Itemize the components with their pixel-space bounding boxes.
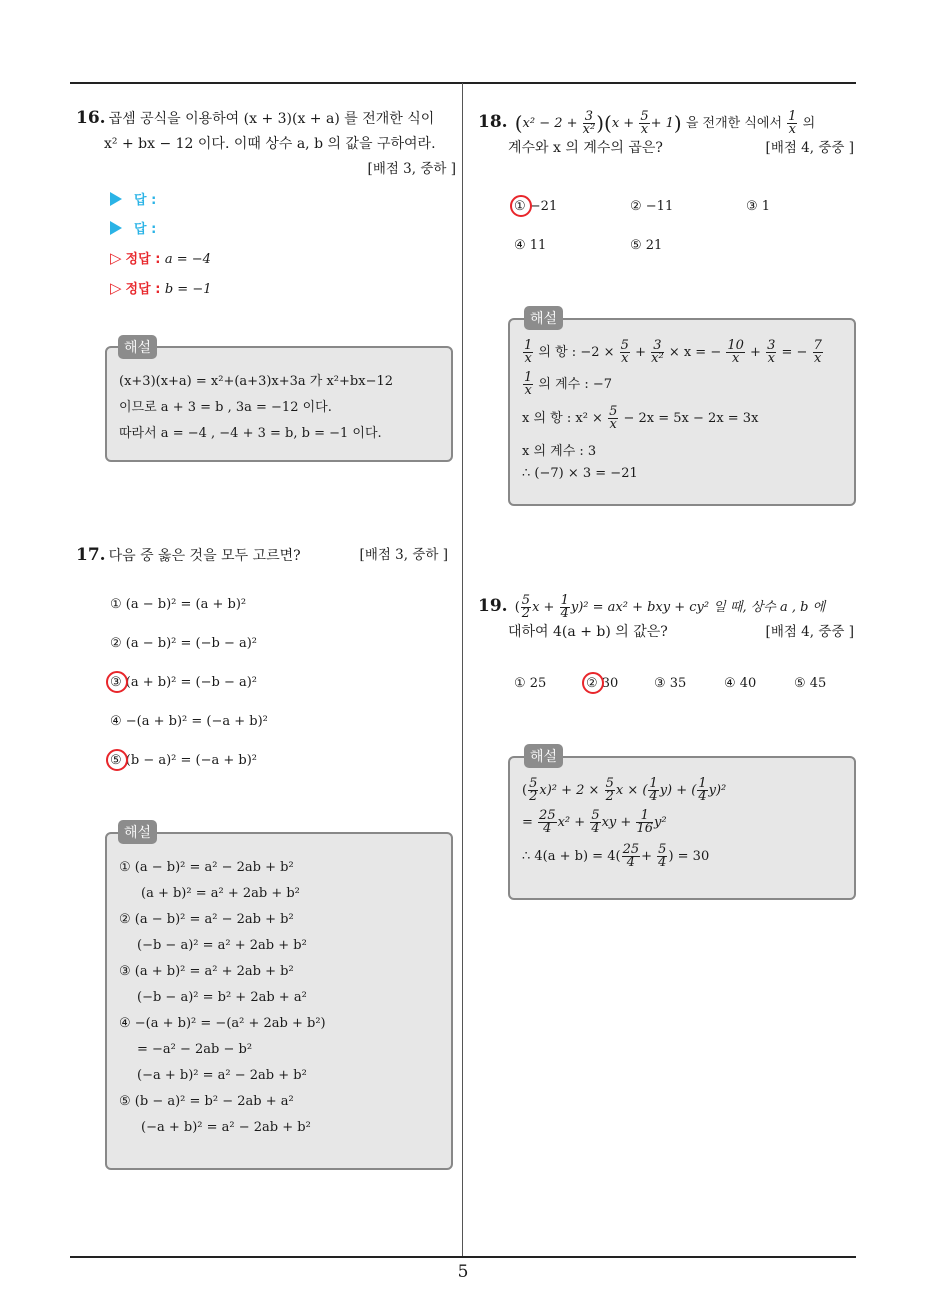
q16-solution-box [105, 346, 453, 462]
q17-answer-circle-5 [106, 749, 128, 771]
q18-frac-a: $\frac{3}{\text{x²}}$ [582, 109, 596, 137]
q17-sol-line: (−a + b)² = a² − 2ab + b² [137, 1068, 307, 1083]
q19-choice-5[interactable]: ⑤ 45 [794, 676, 827, 691]
q17-sol-line: ② (a − b)² = a² − 2ab + b² [119, 912, 294, 927]
q16-line2: x² + bx − 12 이다. 이때 상수 a, b 의 값을 구하여라. [104, 136, 436, 152]
q17-sol-line: (−a + b)² = a² − 2ab + b² [141, 1120, 311, 1135]
q17-sol-line: ① (a − b)² = a² − 2ab + b² [119, 860, 294, 875]
q17-sol-line: ⑤ (b − a)² = b² − 2ab + a² [119, 1094, 294, 1109]
q19-sol-line2: = $\frac{25}{4}$ x² + $\frac{5}{4}$ xy + $\frac{1}{16}$ y² [522, 808, 667, 836]
play-icon [110, 221, 122, 235]
q16-sol-line1: (x+3)(x+a) = x²+(a+3)x+3a 가 x²+bx−12 [119, 374, 393, 389]
q16-answer-label-2: 답 : [134, 222, 157, 237]
q18-sol-line5: ∴ (−7) × 3 = −21 [522, 466, 638, 481]
q18-number: 18. [478, 112, 508, 132]
q19-choice-4[interactable]: ④ 40 [724, 676, 757, 691]
q17-answer-circle-3 [106, 671, 128, 693]
q19-sol-line1: ( $\frac{5}{2}$ x)² + 2 × $\frac{5}{2}$ x × ( $\frac{1}{4}$ y) + ( $\frac{1}{4}$ y)² [522, 776, 727, 804]
q17-sol-line: (−b − a)² = b² + 2ab + a² [137, 990, 307, 1005]
q17-solution-tag: 해설 [118, 820, 157, 844]
q17-choice-1[interactable]: ① (a − b)² = (a + b)² [110, 597, 247, 612]
q17-question [76, 543, 452, 569]
q18-choice-3[interactable]: ③ 1 [746, 199, 771, 214]
q19-meta: [배점 4, 중중 ] [765, 624, 854, 640]
q18-solution-tag: 해설 [524, 306, 563, 330]
q16-solution-tag: 해설 [118, 335, 157, 359]
q18-expr-c: + 1 [650, 116, 674, 131]
q16-question [76, 106, 456, 182]
q19-answer-circle-2 [582, 672, 604, 694]
q16-answer-label-1: 답 : [134, 193, 157, 208]
q18-expr-b: x + [611, 116, 635, 131]
q18-choice-5[interactable]: ⑤ 21 [630, 238, 663, 253]
q17-solution-box [105, 832, 453, 1170]
q17-sol-line: (a + b)² = a² + 2ab + b² [141, 886, 300, 901]
q18-choice-2[interactable]: ② −11 [630, 199, 674, 214]
q18-meta: [배점 4, 중중 ] [765, 140, 854, 156]
q16-line1: 곱셈 공식을 이용하여 (x + 3)(x + a) 를 전개한 식이 [108, 111, 435, 127]
q18-choice-4[interactable]: ④ 11 [514, 238, 547, 253]
q17-meta: [배점 3, 중하 ] [359, 547, 448, 563]
q18-sol-line2: $\frac{1}{x}$ 의 계수 : −7 [524, 370, 613, 398]
q18-expr-a: x² − 2 + [522, 116, 578, 131]
outline-triangle-icon: ▷ [110, 279, 122, 297]
play-icon [110, 192, 122, 206]
q18-line2: 계수와 x 의 계수의 곱은? [508, 140, 663, 156]
q19-solution-tag: 해설 [524, 744, 563, 768]
q17-sol-line: = −a² − 2ab − b² [137, 1042, 253, 1057]
q19-number: 19. [478, 596, 508, 616]
q17-text: 다음 중 옳은 것을 모두 고르면? [108, 548, 301, 564]
q19-sol-line3: ∴ 4(a + b) = 4( $\frac{25}{4}$ + $\frac{5}{4}$ ) = 30 [522, 842, 710, 870]
q16-correct-1: a = −4 [164, 252, 211, 267]
q19-solution-box [508, 756, 856, 900]
column-divider [462, 83, 463, 1258]
q16-sol-line3: 따라서 a = −4 , −4 + 3 = b, b = −1 이다. [119, 426, 382, 441]
q16-correct-label-1: 정답 : [125, 252, 161, 267]
top-rule [70, 82, 856, 84]
q17-sol-line: ④ −(a + b)² = −(a² + 2ab + b²) [119, 1016, 326, 1031]
q19-line2: 대하여 4(a + b) 의 값은? [508, 624, 668, 640]
q16-correct-2: b = −1 [164, 282, 212, 297]
q18-choice-1[interactable]: ① −21 [514, 199, 558, 214]
q18-expr-e: 의 [802, 116, 816, 131]
q19-expr-c: y)² = ax² + bxy + cy² 일 때, 상수 a , b 에 [570, 600, 826, 615]
q19-choice-1[interactable]: ① 25 [514, 676, 547, 691]
q16-meta: [배점 3, 중하 ] [367, 161, 456, 177]
bottom-rule [70, 1256, 856, 1258]
q18-frac-c: $\frac{1}{x}$ [788, 109, 797, 137]
page-number: 5 [457, 1262, 469, 1282]
q16-answers [110, 186, 212, 304]
outline-triangle-icon: ▷ [110, 249, 122, 267]
q17-choice-5[interactable]: ⑤ (b − a)² = (−a + b)² [110, 753, 258, 768]
q17-sol-line: ③ (a + b)² = a² + 2ab + b² [119, 964, 294, 979]
q18-sol-line1: $\frac{1}{x}$ 의 항 : −2 × $\frac{5}{x}$ + $\frac{3}{\text{x²}}$ × x = − $\frac{10}{x}$ + $\frac{3}{x}$ = − $\frac{7}{x}$ [524, 338, 822, 366]
q18-sol-line3: x 의 항 : x² × $\frac{5}{x}$ − 2x = 5x − 2x = 3x [522, 404, 759, 432]
q18-expr-d: 을 전개한 식에서 [685, 116, 783, 131]
q18-sol-line4: x 의 계수 : 3 [522, 444, 597, 459]
q17-choice-4[interactable]: ④ −(a + b)² = (−a + b)² [110, 714, 268, 729]
q18-solution-box [508, 318, 856, 506]
q18-frac-b: $\frac{5}{x}$ [640, 109, 649, 137]
q17-choice-3[interactable]: ③ (a + b)² = (−b − a)² [110, 675, 258, 690]
q19-choice-3[interactable]: ③ 35 [654, 676, 687, 691]
q18-answer-circle-1 [510, 195, 532, 217]
q17-sol-line: (−b − a)² = a² + 2ab + b² [137, 938, 307, 953]
q17-number: 17. [76, 545, 106, 565]
q16-number: 16. [76, 108, 106, 128]
q18-question: 18. (x² − 2 + $\frac{3}{\text{x²}}$ )(x + $\frac{5}{x}$ + 1) 을 전개한 식에서 $\frac{1}{x}$ 의 계수와 x 의 계수의 곱은? [배점 4, 중중 ] [478, 110, 858, 161]
q16-correct-label-2: 정답 : [125, 282, 161, 297]
q17-choice-2[interactable]: ② (a − b)² = (−b − a)² [110, 636, 258, 651]
q19-question: 19. ( $\frac{5}{2}$ x + $\frac{1}{4}$ y)² = ax² + bxy + cy² 일 때, 상수 a , b 에 대하여 4(a + b) 의 값은? [배점 4, 중중 ] [478, 594, 858, 645]
q19-choice-2[interactable]: ② 30 [586, 676, 619, 691]
q16-sol-line2: 이므로 a + 3 = b , 3a = −12 이다. [119, 400, 332, 415]
